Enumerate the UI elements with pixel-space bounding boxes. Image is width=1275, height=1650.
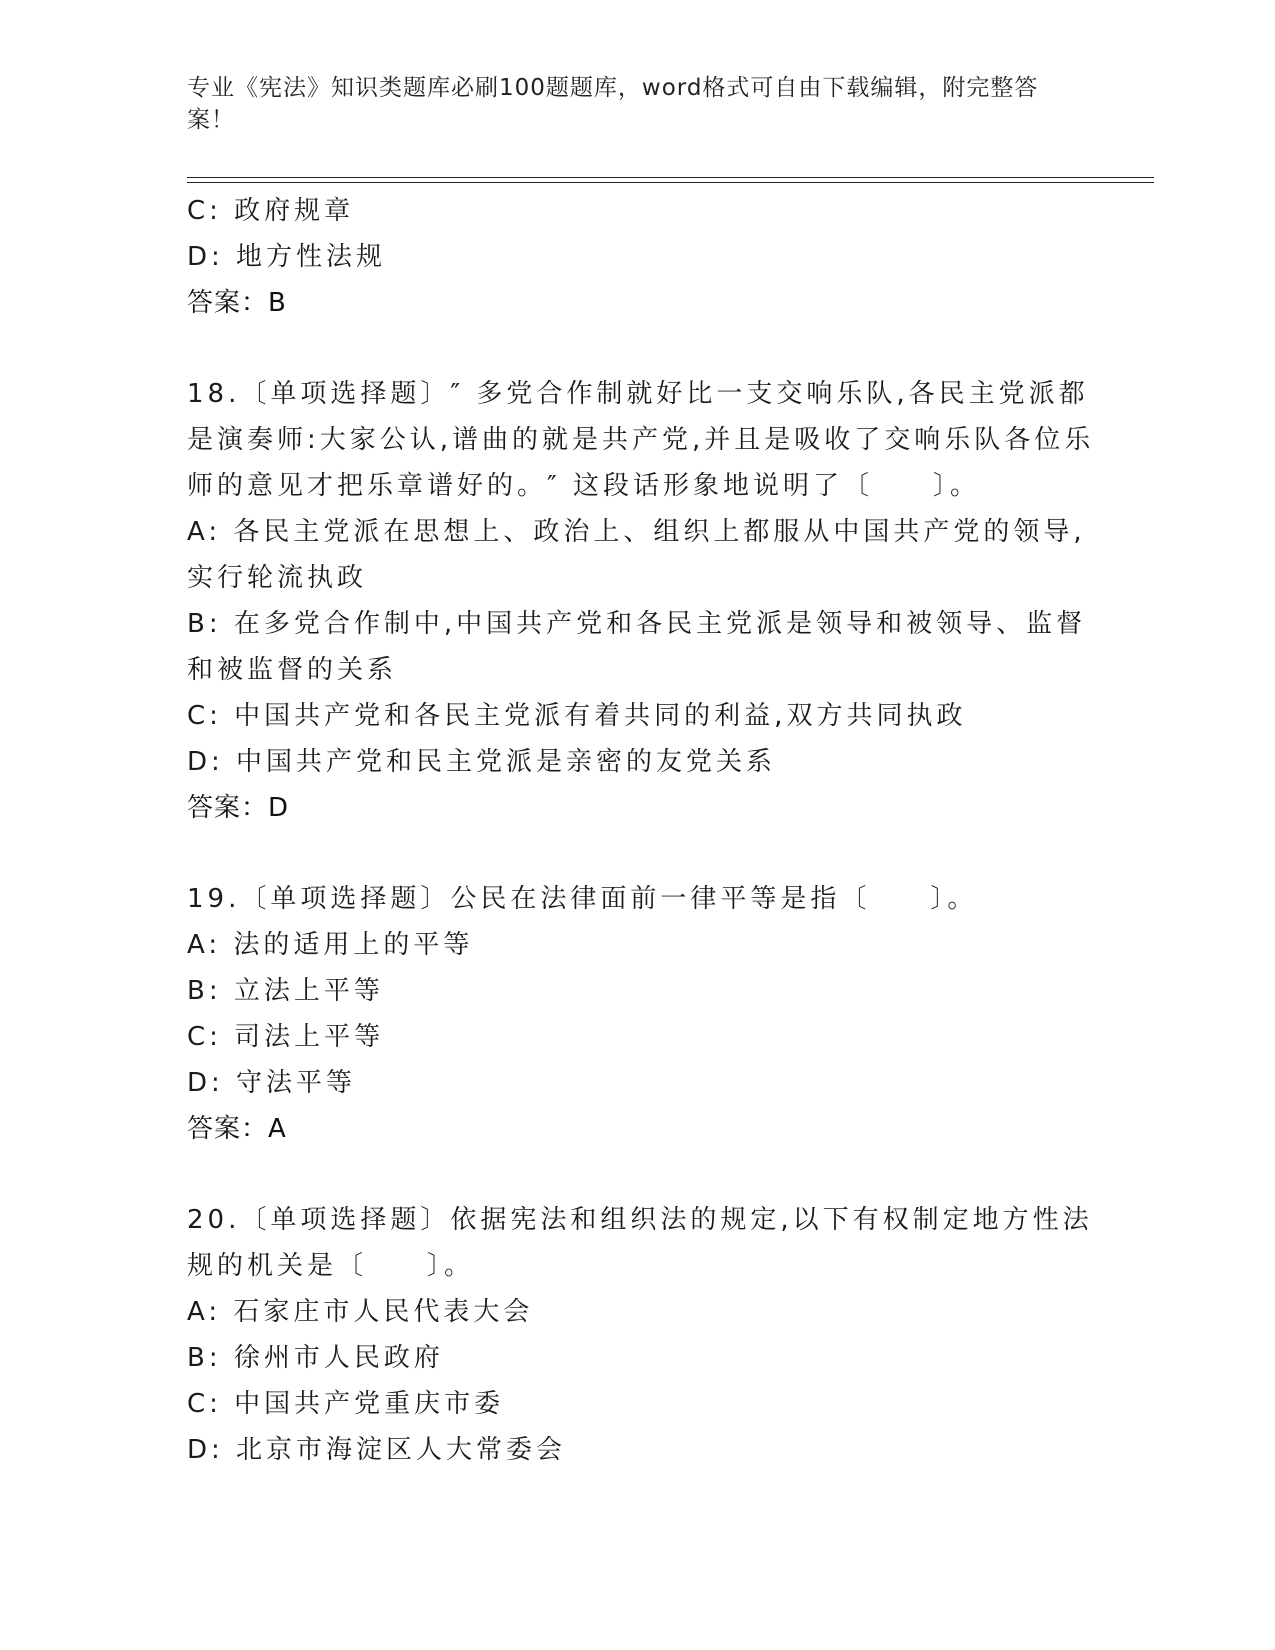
answer-label: 答案：A (187, 1114, 287, 1144)
header-divider-top (187, 177, 1154, 178)
option-b: B: 徐州市人民政府 (187, 1343, 444, 1373)
spacer (187, 831, 1077, 876)
question-19 (187, 876, 1077, 1152)
question-stem-line: 是演奏师:大家公认,谱曲的就是共产党,并且是吸收了交响乐队各位乐 (187, 425, 1095, 455)
option-b-continued: 和被监督的关系 (187, 655, 398, 685)
question-stem-line: 18.〔单项选择题〕″ 多党合作制就好比一支交响乐队,各民主党派都 (187, 379, 1089, 409)
option-c: C: 中国共产党和各民主党派有着共同的利益,双方共同执政 (187, 701, 967, 731)
question-content (187, 188, 1095, 1473)
header-divider-bottom (187, 182, 1154, 183)
answer-label: 答案：B (187, 288, 287, 318)
document-header: 专业《宪法》知识类题库必刷100题题库，word格式可自由下载编辑，附完整答案！ (187, 75, 1039, 133)
option-d: D: 地方性法规 (187, 242, 387, 272)
option-a: A: 法的适用上的平等 (187, 930, 474, 960)
option-d: D: 北京市海淀区人大常委会 (187, 1435, 567, 1465)
question-stem-line: 规的机关是〔 〕。 (187, 1251, 475, 1281)
option-c: C: 政府规章 (187, 196, 355, 226)
previous-question-tail (187, 188, 1077, 326)
option-b: B: 立法上平等 (187, 976, 384, 1006)
question-stem-line: 师的意见才把乐章谱好的。″ 这段话形象地说明了〔 〕。 (187, 471, 980, 501)
question-stem-line: 20.〔单项选择题〕依据宪法和组织法的规定,以下有权制定地方性法 (187, 1205, 1093, 1235)
spacer (187, 1152, 1077, 1197)
option-d: D: 中国共产党和民主党派是亲密的友党关系 (187, 747, 777, 777)
option-b: B: 在多党合作制中,中国共产党和各民主党派是领导和被领导、监督 (187, 609, 1087, 639)
question-20 (187, 1197, 1093, 1473)
question-stem-line: 19.〔单项选择题〕公民在法律面前一律平等是指〔 〕。 (187, 884, 978, 914)
spacer (187, 326, 1077, 371)
option-a: A: 石家庄市人民代表大会 (187, 1297, 534, 1327)
option-d: D: 守法平等 (187, 1068, 357, 1098)
option-a: A: 各民主党派在思想上、政治上、组织上都服从中国共产党的领导, (187, 517, 1086, 547)
option-a-continued: 实行轮流执政 (187, 563, 368, 593)
option-c: C: 司法上平等 (187, 1022, 385, 1052)
option-c: C: 中国共产党重庆市委 (187, 1389, 505, 1419)
question-18 (187, 371, 1095, 831)
answer-label: 答案：D (187, 793, 290, 823)
